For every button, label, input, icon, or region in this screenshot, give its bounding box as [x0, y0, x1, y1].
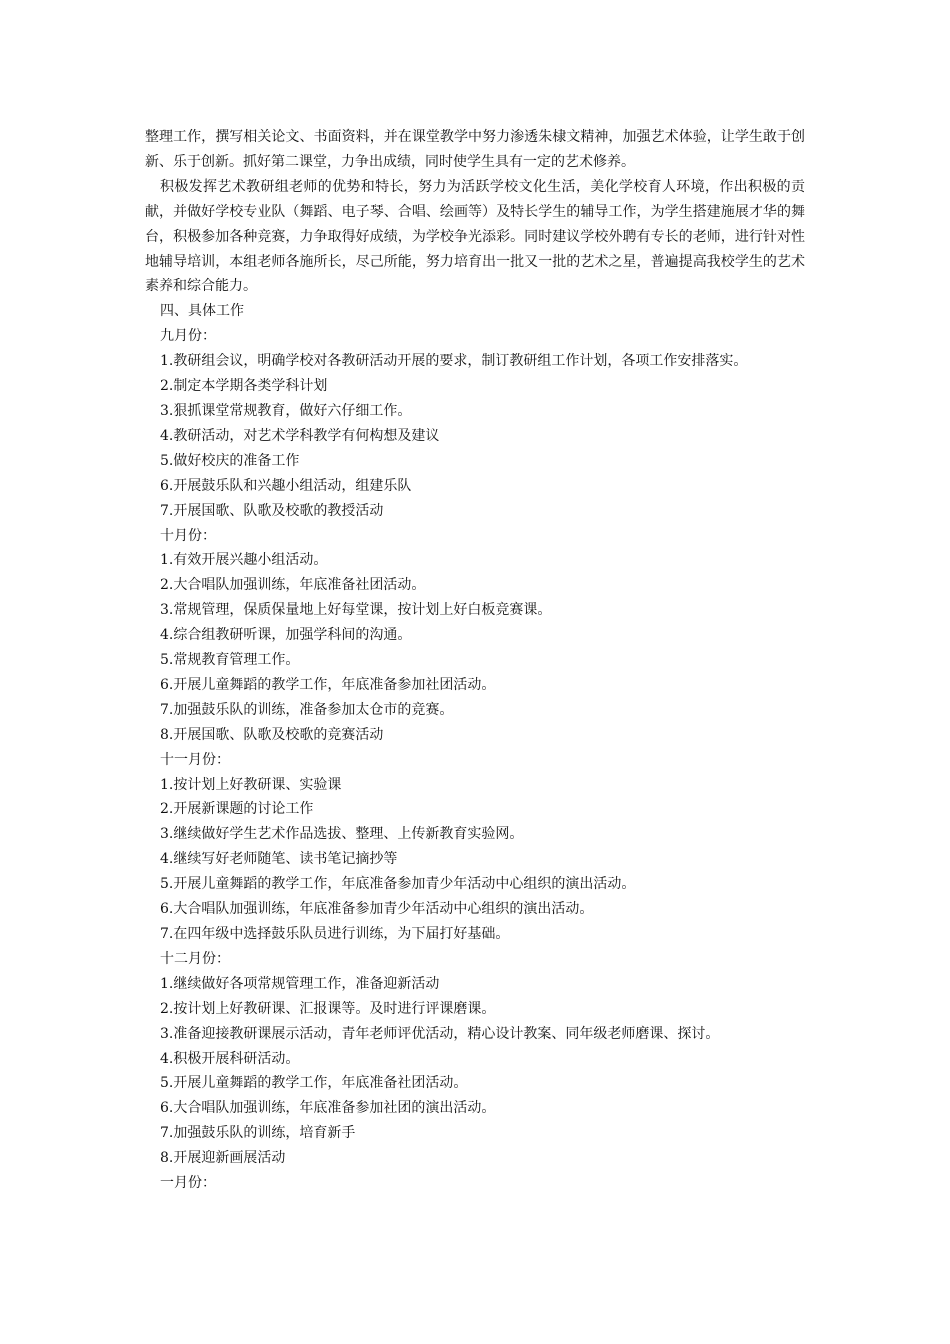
list-item: 3.狠抓课堂常规教育，做好六仔细工作。 [160, 402, 412, 419]
list-item: 6.大合唱队加强训练，年底准备参加青少年活动中心组织的演出活动。 [160, 901, 594, 918]
list-item: 5.开展儿童舞蹈的教学工作，年底准备社团活动。 [160, 1075, 468, 1092]
month-label: 十一月份： [160, 751, 230, 768]
list-item: 1.有效开展兴趣小组活动。 [160, 552, 328, 569]
list-item: 8.开展国歌、队歌及校歌的竞赛活动 [160, 726, 384, 743]
list-item: 2.按计划上好教研课、汇报课等。及时进行评课磨课。 [160, 1000, 496, 1017]
list-item: 1.按计划上好教研课、实验课 [160, 776, 342, 793]
month-october [145, 524, 805, 748]
list-item: 2.大合唱队加强训练，年底准备社团活动。 [160, 577, 426, 594]
month-label: 十月份： [160, 527, 216, 544]
list-item: 1.继续做好各项常规管理工作，准备迎新活动 [160, 975, 440, 992]
list-item: 6.开展鼓乐队和兴趣小组活动，组建乐队 [160, 477, 412, 494]
month-label: 十二月份： [160, 950, 230, 967]
list-item: 6.开展儿童舞蹈的教学工作，年底准备参加社团活动。 [160, 676, 496, 693]
list-item: 5.常规教育管理工作。 [160, 652, 300, 669]
list-item: 3.继续做好学生艺术作品选拔、整理、上传新教育实验网。 [160, 826, 524, 843]
list-item: 4.综合组教研听课，加强学科间的沟通。 [160, 627, 412, 644]
list-item: 7.加强鼓乐队的训练，准备参加太仓市的竞赛。 [160, 701, 454, 718]
month-december [145, 947, 805, 1171]
document-page [145, 125, 805, 1196]
month-november [145, 748, 805, 947]
list-item: 7.在四年级中选择鼓乐队员进行训练，为下届打好基础。 [160, 926, 510, 942]
list-item: 3.常规管理，保质保量地上好每堂课，按计划上好白板竞赛课。 [160, 602, 552, 619]
list-item: 2.开展新课题的讨论工作 [160, 801, 314, 818]
list-item: 4.积极开展科研活动。 [160, 1050, 300, 1067]
month-label: 一月份： [160, 1175, 216, 1192]
month-september [145, 324, 805, 523]
list-item: 7.加强鼓乐队的训练，培育新手 [160, 1125, 356, 1142]
list-item: 4.继续写好老师随笔、读书笔记摘抄等 [160, 851, 398, 868]
list-item: 3.准备迎接教研课展示活动，青年老师评优活动，精心设计教案、同年级老师磨课、探讨。 [160, 1025, 720, 1042]
list-item: 7.开展国歌、队歌及校歌的教授活动 [160, 502, 384, 519]
paragraph-intro: 整理工作，撰写相关论文、书面资料，并在课堂教学中努力渗透朱棣文精神，加强艺术体验，让学生敢于创新、乐于创新。抓好第二课堂，力争出成绩，同时使学生具有一定的艺术修养。 [145, 129, 805, 170]
paragraph-art-group: 积极发挥艺术教研组老师的优势和特长，努力为活跃学校文化生活，美化学校育人环境，作出积极的贡献，并做好学校专业队（舞蹈、电子琴、合唱、绘画等）及特长学生的辅导工作，为学生搭建施展才华的舞台，积极参加各种竞赛，力争取得好成绩，为学校争光添彩。同时建议学校外聘有专长的老师，进行针对性地辅导培训，本组老师各施所长，尽己所能，努力培育出一批又一批的艺术之星，普遍提高我校学生的艺术素养和综合能力。 [145, 178, 805, 295]
list-item: 1.教研组会议，明确学校对各教研活动开展的要求，制订教研组工作计划，各项工作安排落实。 [160, 353, 748, 370]
list-item: 5.做好校庆的准备工作 [160, 452, 300, 469]
month-january [145, 1171, 805, 1196]
list-item: 8.开展迎新画展活动 [160, 1150, 286, 1167]
list-item: 2.制定本学期各类学科计划 [160, 378, 328, 395]
month-label: 九月份： [160, 328, 216, 345]
list-item: 4.教研活动，对艺术学科教学有何构想及建议 [160, 427, 440, 444]
list-item: 5.开展儿童舞蹈的教学工作，年底准备参加青少年活动中心组织的演出活动。 [160, 876, 636, 893]
list-item: 6.大合唱队加强训练，年底准备参加社团的演出活动。 [160, 1100, 496, 1117]
section-heading: 四、具体工作 [160, 303, 244, 320]
